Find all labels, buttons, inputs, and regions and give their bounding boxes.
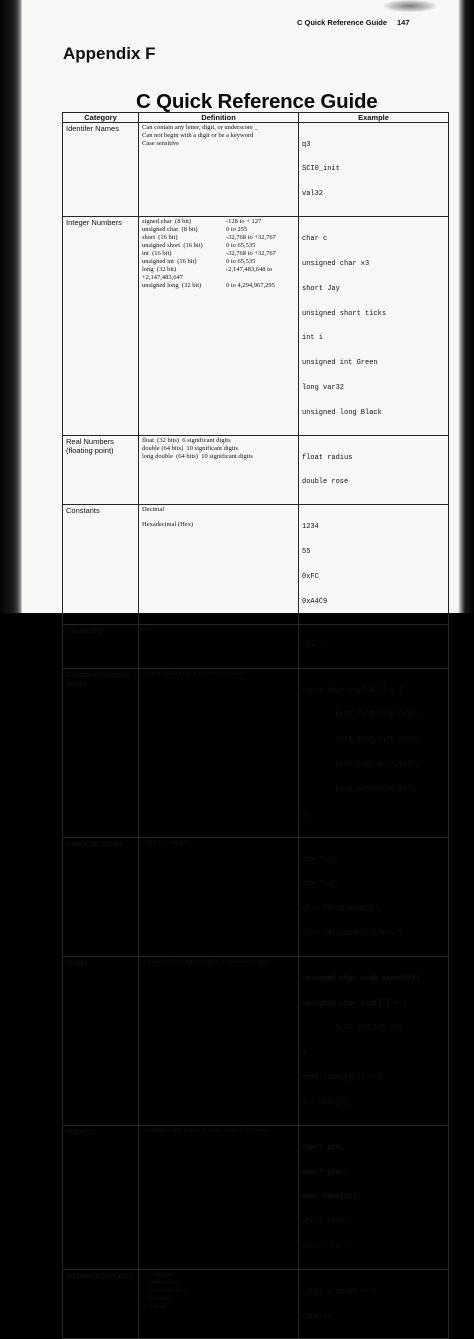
example-line: const char seg7tbl[] = { [302, 686, 403, 695]
definition-line [142, 234, 295, 242]
definition-cell [139, 837, 299, 956]
table-row [63, 505, 449, 624]
example-cell [299, 837, 449, 956]
table-row [63, 624, 449, 668]
definition-line [142, 250, 295, 258]
definition-line: Used to build a table of constant values [142, 670, 245, 677]
category-cell: Integer Numbers [63, 217, 139, 436]
definition-cell [139, 669, 299, 838]
page-title: C Quick Reference Guide [136, 90, 378, 113]
running-header: C Quick Reference Guide [297, 18, 388, 27]
example-line: 0x39,0x5E,0x79,0x71 [302, 786, 416, 795]
definition-line [142, 226, 295, 234]
example-line: char c [302, 642, 328, 651]
example-line: val32 [302, 190, 324, 199]
example-line: count++ [302, 1312, 332, 1321]
example-line: 0x7F,0x6F,0x77,0x7C, [302, 761, 420, 770]
type-name: int (16 bit) [142, 250, 172, 258]
definition-line: Case sensitive [142, 140, 180, 147]
page-number: 147 [397, 18, 410, 27]
table-row [63, 1270, 449, 1339]
example-line: unsigned char cent[ ] = { [302, 999, 408, 1008]
definition-line: long double (64 bits) 10 significant digits [142, 452, 253, 460]
column-header-category: Category [63, 113, 139, 123]
category-cell: Character strings [63, 837, 139, 956]
type-range: 0 to 4,294,967,295 [226, 282, 275, 290]
example-line: 0xFC [302, 572, 319, 581]
scan-right-edge [458, 0, 474, 613]
example-line: x = cent[2]; [302, 1099, 353, 1108]
definition-cell [139, 957, 299, 1126]
type-name: unsigned long (32 bit) [142, 282, 202, 290]
example-cell [299, 217, 449, 436]
example-line: 0x3F,0x06,0x5B,0x4f, [302, 711, 420, 720]
type-name: signed char (8 bit) [142, 218, 192, 226]
type-name: unsigned short (16 bit) [142, 242, 203, 250]
example-line: char kbuf[12]; [302, 1193, 361, 1202]
example-line: q3 [302, 140, 311, 149]
category-cell: Constant character arrays [63, 669, 139, 838]
definition-line [142, 274, 295, 282]
example-line: 1234 [302, 522, 319, 531]
definition-line: Can contain any letter, digit, or underscore _ [142, 124, 258, 131]
example-line: unsigned int Green [302, 359, 378, 368]
example-line: unsigned short ticks [302, 309, 387, 318]
example-line: 0x66,0x6D,0x7D,0x07, [302, 736, 420, 745]
definition-line [142, 218, 295, 226]
definition-line: An address that points to some memory location. [142, 1127, 270, 1135]
example-line: short Jay [302, 284, 340, 293]
definition-cell [139, 624, 299, 668]
example-line: plus = "+ "; [302, 1243, 353, 1252]
definition-cell [139, 217, 299, 436]
example-line: q2 = "Microcontrollers"; [302, 930, 403, 939]
example-line: long var32 [302, 384, 345, 393]
example-line: 5,65,128,175,220 [302, 1024, 403, 1033]
appendix-heading: Appendix F [63, 44, 156, 63]
example-line: float radius [302, 453, 353, 462]
type-range: 0 to 255 [226, 226, 248, 234]
example-line: 55 [302, 547, 311, 556]
example-cell [299, 1126, 449, 1270]
category-cell: Real Numbers (floating point) [63, 435, 139, 504]
example-line: }; [302, 1049, 311, 1058]
type-name: unsigned char (8 bit) [142, 226, 198, 234]
category-cell: Identifer Names [63, 123, 139, 217]
example-line: 0xA4C9 [302, 597, 328, 606]
example-line: ptr = kbuf; [302, 1218, 349, 1227]
definition-line: “This is a string” [142, 838, 187, 846]
example-line: char* ptr; [302, 1143, 345, 1152]
example-cell [299, 123, 449, 217]
definition-line: char [142, 625, 154, 633]
definition-line: float (32 bits) 6 significant digits [142, 436, 231, 444]
definition-cell [139, 1270, 299, 1339]
definition-line: Decimal [142, 506, 165, 514]
type-name: short (16 bit) [142, 234, 178, 242]
definition-line: * (multiplication) [142, 1287, 190, 1295]
example-line: int i [302, 334, 324, 343]
definition-line [142, 266, 295, 274]
type-name: +2,147,483,647 [142, 274, 184, 282]
example-line: char* plus; [302, 1168, 349, 1177]
column-header-definition: Definition [139, 113, 299, 123]
example-cell [299, 1270, 449, 1339]
example-line: char c [302, 234, 328, 243]
definition-line [142, 242, 295, 250]
definition-line: % (mod) [142, 1303, 167, 1311]
definition-line: / (division) [142, 1295, 173, 1303]
definition-line [142, 258, 295, 266]
example-cell [299, 669, 449, 838]
definition-line [142, 282, 295, 290]
table-row [63, 1126, 449, 1270]
example-line: unsigned char memb_speed[20] [302, 974, 420, 983]
table-row [63, 123, 449, 217]
example-line: unsigned long Black [302, 409, 382, 418]
example-line: }; [302, 811, 311, 820]
table-header-row [63, 113, 449, 123]
definition-line: Hexadecimal (Hex) [142, 521, 194, 529]
definition-line: - (subtraction) [142, 1279, 181, 1287]
column-header-example: Example [299, 113, 449, 123]
type-range: 0 to 65,535 [226, 242, 256, 250]
scan-smudge [384, 0, 436, 12]
example-cell [299, 957, 449, 1126]
type-range: -32,768 to +32,767 [226, 234, 276, 242]
definition-cell [139, 435, 299, 504]
example-cell [299, 624, 449, 668]
example-line: char* q1; [302, 855, 340, 864]
example-line: count = count + 1; [302, 1287, 378, 1296]
category-cell: Characters [63, 624, 139, 668]
example-cell [299, 435, 449, 504]
example-line: memb_speed[j+2] = 0; [302, 1074, 387, 1083]
definition-line: + (addition) [142, 1271, 175, 1279]
type-name: unsigned int (16 bit) [142, 258, 197, 266]
example-line: SCI0_init [302, 165, 340, 174]
type-range: -128 to + 127 [226, 218, 262, 226]
table-row [63, 217, 449, 436]
example-cell [299, 505, 449, 624]
example-line: double rose [302, 478, 349, 487]
scan-left-edge [0, 0, 22, 613]
category-cell: Arrays [63, 957, 139, 1126]
table-row [63, 435, 449, 504]
table-row [63, 837, 449, 956]
type-name: long (32 bit) [142, 266, 177, 274]
definition-cell [139, 505, 299, 624]
example-line: char* q2; [302, 880, 340, 889]
type-range: 0 to 65,535 [226, 258, 256, 266]
definition-line: Can not begin with a digit or be a keyword [142, 132, 254, 139]
type-range: -2,147,483,648 to [226, 266, 273, 274]
table-row [63, 957, 449, 1126]
definition-cell [139, 123, 299, 217]
definition-line: A named collection of values of a particular type. [142, 958, 271, 966]
example-line: unsigned char x3 [302, 259, 370, 268]
definition-line: double (64 bits) 10 significant digits [142, 444, 239, 452]
example-line: q1 = "Programming"; [302, 905, 382, 914]
category-cell: Arithmetic operators [63, 1270, 139, 1339]
type-range: -32,768 to +32,767 [226, 250, 276, 258]
definition-cell [139, 1126, 299, 1270]
category-cell: Pointers [63, 1126, 139, 1270]
table-row [63, 669, 449, 838]
reference-table [62, 112, 449, 1339]
category-cell: Constants [63, 505, 139, 624]
